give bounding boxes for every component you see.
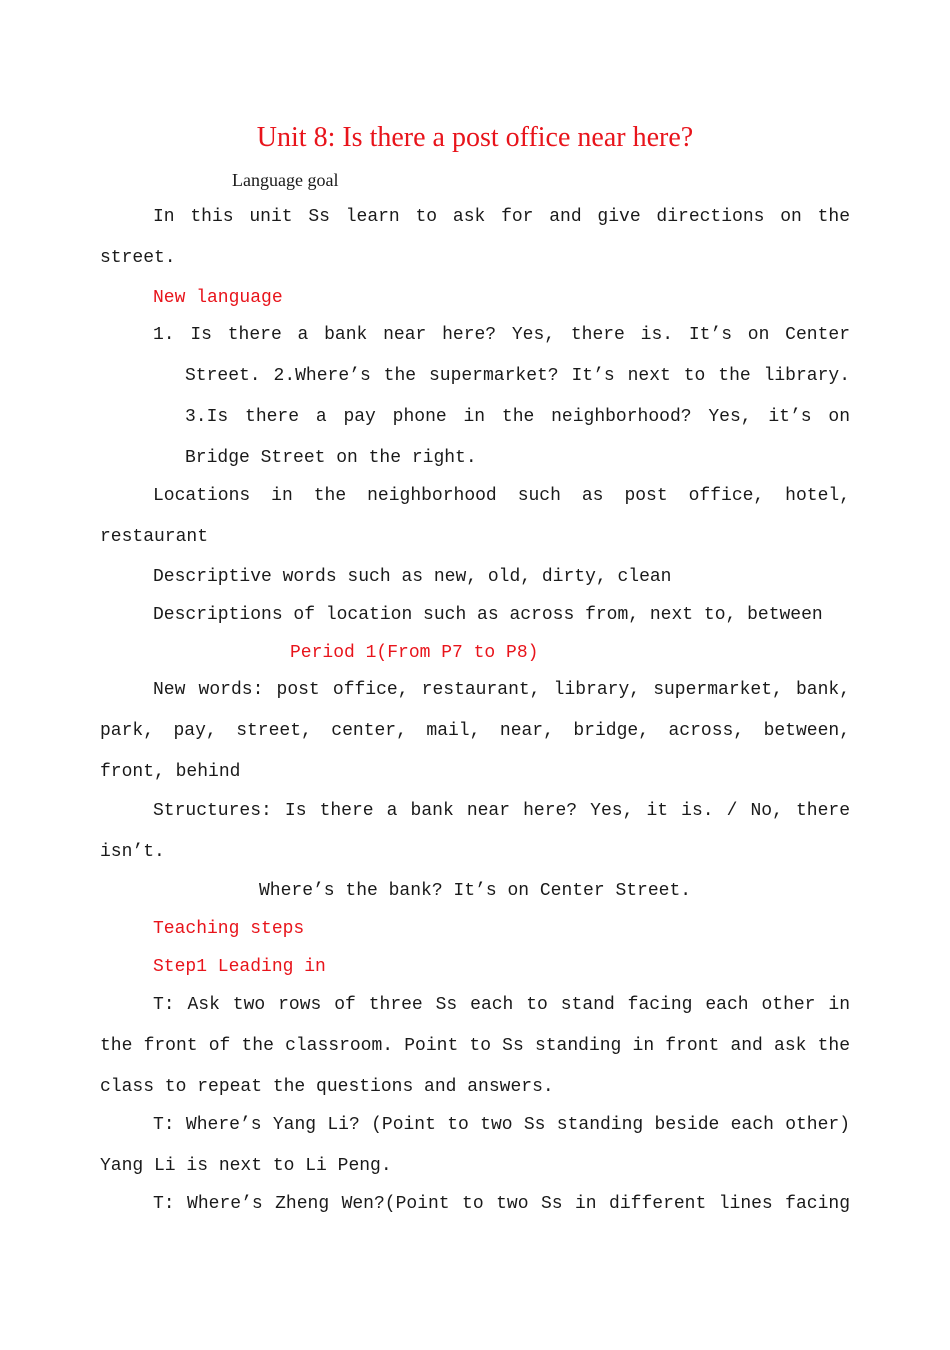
new-words-paragraph: New words: post office, restaurant, library, supermarket, bank, park, pay, street, center, mail, near, bridge, across, between, front, behind	[100, 680, 850, 782]
step1-heading: Step1 Leading in	[153, 957, 326, 977]
descriptive-words-line: Descriptive words such as new, old, dirty, clean	[153, 567, 672, 587]
period-heading: Period 1(From P7 to P8)	[290, 643, 539, 663]
step1-paragraph-2: T: Where’s Yang Li? (Point to two Ss standing beside each other) Yang Li is next to Li Peng.	[100, 1115, 850, 1176]
new-language-heading: New language	[153, 288, 283, 308]
intro-paragraph: In this unit Ss learn to ask for and give directions on the street.	[100, 207, 850, 268]
structures-example: Where’s the bank? It’s on Center Street.	[259, 881, 692, 901]
descriptions-location-line: Descriptions of location such as across from, next to, between	[153, 605, 823, 625]
new-language-list: 1. Is there a bank near here? Yes, there is. It’s on Center Street. 2.Where’s the supermarket? It’s next to the library. 3.Is there a pay phone in the neighborhood? Yes, it’s on Bridge Street on the right.	[153, 325, 850, 468]
locations-paragraph: Locations in the neighborhood such as post office, hotel, restaurant	[100, 486, 850, 547]
step1-paragraph-1: T: Ask two rows of three Ss each to stand facing each other in the front of the classroom. Point to Ss standing in front and ask the class to repeat the questions and answers.	[100, 995, 850, 1097]
unit-title: Unit 8: Is there a post office near here?	[256, 122, 694, 153]
step1-paragraph-3: T: Where’s Zheng Wen?(Point to two Ss in different lines facing	[153, 1194, 850, 1214]
teaching-steps-heading: Teaching steps	[153, 919, 305, 939]
language-goal-heading: Language goal	[232, 170, 339, 190]
structures-paragraph: Structures: Is there a bank near here? Yes, it is. / No, there isn’t.	[100, 801, 850, 862]
